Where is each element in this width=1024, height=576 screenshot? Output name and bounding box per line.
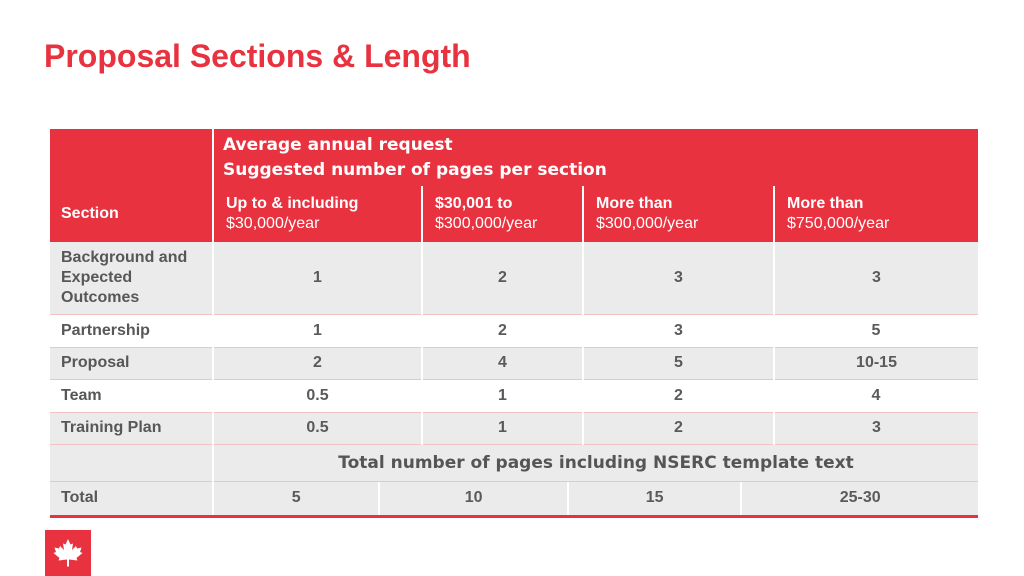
total-label: Total	[50, 481, 213, 516]
row-value: 2	[583, 379, 774, 412]
row-value: 2	[422, 314, 583, 347]
proposal-length-table	[50, 129, 978, 518]
column-header-4	[774, 186, 978, 242]
header-corner-cell	[50, 129, 213, 186]
total-value: 15	[568, 482, 741, 515]
total-note-empty-cell	[50, 444, 213, 481]
header-line-suggested: Suggested number of pages per section	[223, 159, 607, 180]
nserc-logo	[45, 530, 91, 576]
column-header-4-line1: More than	[787, 195, 864, 212]
row-value: 3	[774, 412, 978, 444]
row-section-label: Team	[50, 379, 213, 412]
row-value: 1	[422, 412, 583, 444]
table-row	[50, 379, 978, 412]
row-section-label: Background and Expected Outcomes	[50, 242, 213, 314]
row-value: 3	[583, 242, 774, 314]
totals-subrow	[214, 482, 978, 515]
column-header-3-line1: More than	[596, 195, 673, 212]
section-column-header: Section	[50, 186, 213, 242]
row-value: 2	[213, 347, 422, 379]
maple-leaf-icon	[52, 538, 84, 568]
row-value: 4	[774, 379, 978, 412]
slide-title: Proposal Sections & Length	[44, 38, 471, 74]
row-value: 5	[774, 314, 978, 347]
header-row-top	[50, 129, 978, 186]
header-line-average: Average annual request	[223, 134, 453, 155]
column-header-3	[583, 186, 774, 242]
table-row	[50, 242, 978, 314]
row-value: 1	[213, 314, 422, 347]
row-value: 4	[422, 347, 583, 379]
total-note: Total number of pages including NSERC template text	[213, 444, 978, 481]
row-value: 10-15	[774, 347, 978, 379]
column-header-2-line2: $300,000/year	[435, 215, 538, 232]
totals-subtable	[214, 482, 978, 515]
total-value: 10	[379, 482, 567, 515]
table-row	[50, 314, 978, 347]
row-section-label: Proposal	[50, 347, 213, 379]
total-value: 5	[291, 489, 301, 506]
row-value: 2	[422, 242, 583, 314]
row-value: 1	[422, 379, 583, 412]
header-title-cell	[213, 129, 978, 186]
row-value: 0.5	[213, 412, 422, 444]
header-row-columns	[50, 186, 978, 242]
row-value: 3	[583, 314, 774, 347]
column-header-1-line1: Up to & including	[226, 195, 359, 212]
column-header-4-line2: $750,000/year	[787, 215, 890, 232]
total-row	[50, 481, 978, 516]
row-value: 3	[774, 242, 978, 314]
row-section-label: Partnership	[50, 314, 213, 347]
column-header-1-line2: $30,000/year	[226, 215, 320, 232]
column-header-2	[422, 186, 583, 242]
table-row	[50, 412, 978, 444]
row-value: 5	[583, 347, 774, 379]
column-header-1	[213, 186, 422, 242]
totals-cell	[213, 481, 978, 516]
row-value: 1	[213, 242, 422, 314]
row-section-label: Training Plan	[50, 412, 213, 444]
total-note-row	[50, 444, 978, 481]
row-value: 0.5	[213, 379, 422, 412]
total-value: 25-30	[741, 482, 978, 515]
table-row	[50, 347, 978, 379]
row-value: 2	[583, 412, 774, 444]
column-header-3-line2: $300,000/year	[596, 215, 699, 232]
column-header-2-line1: $30,001 to	[435, 195, 513, 212]
